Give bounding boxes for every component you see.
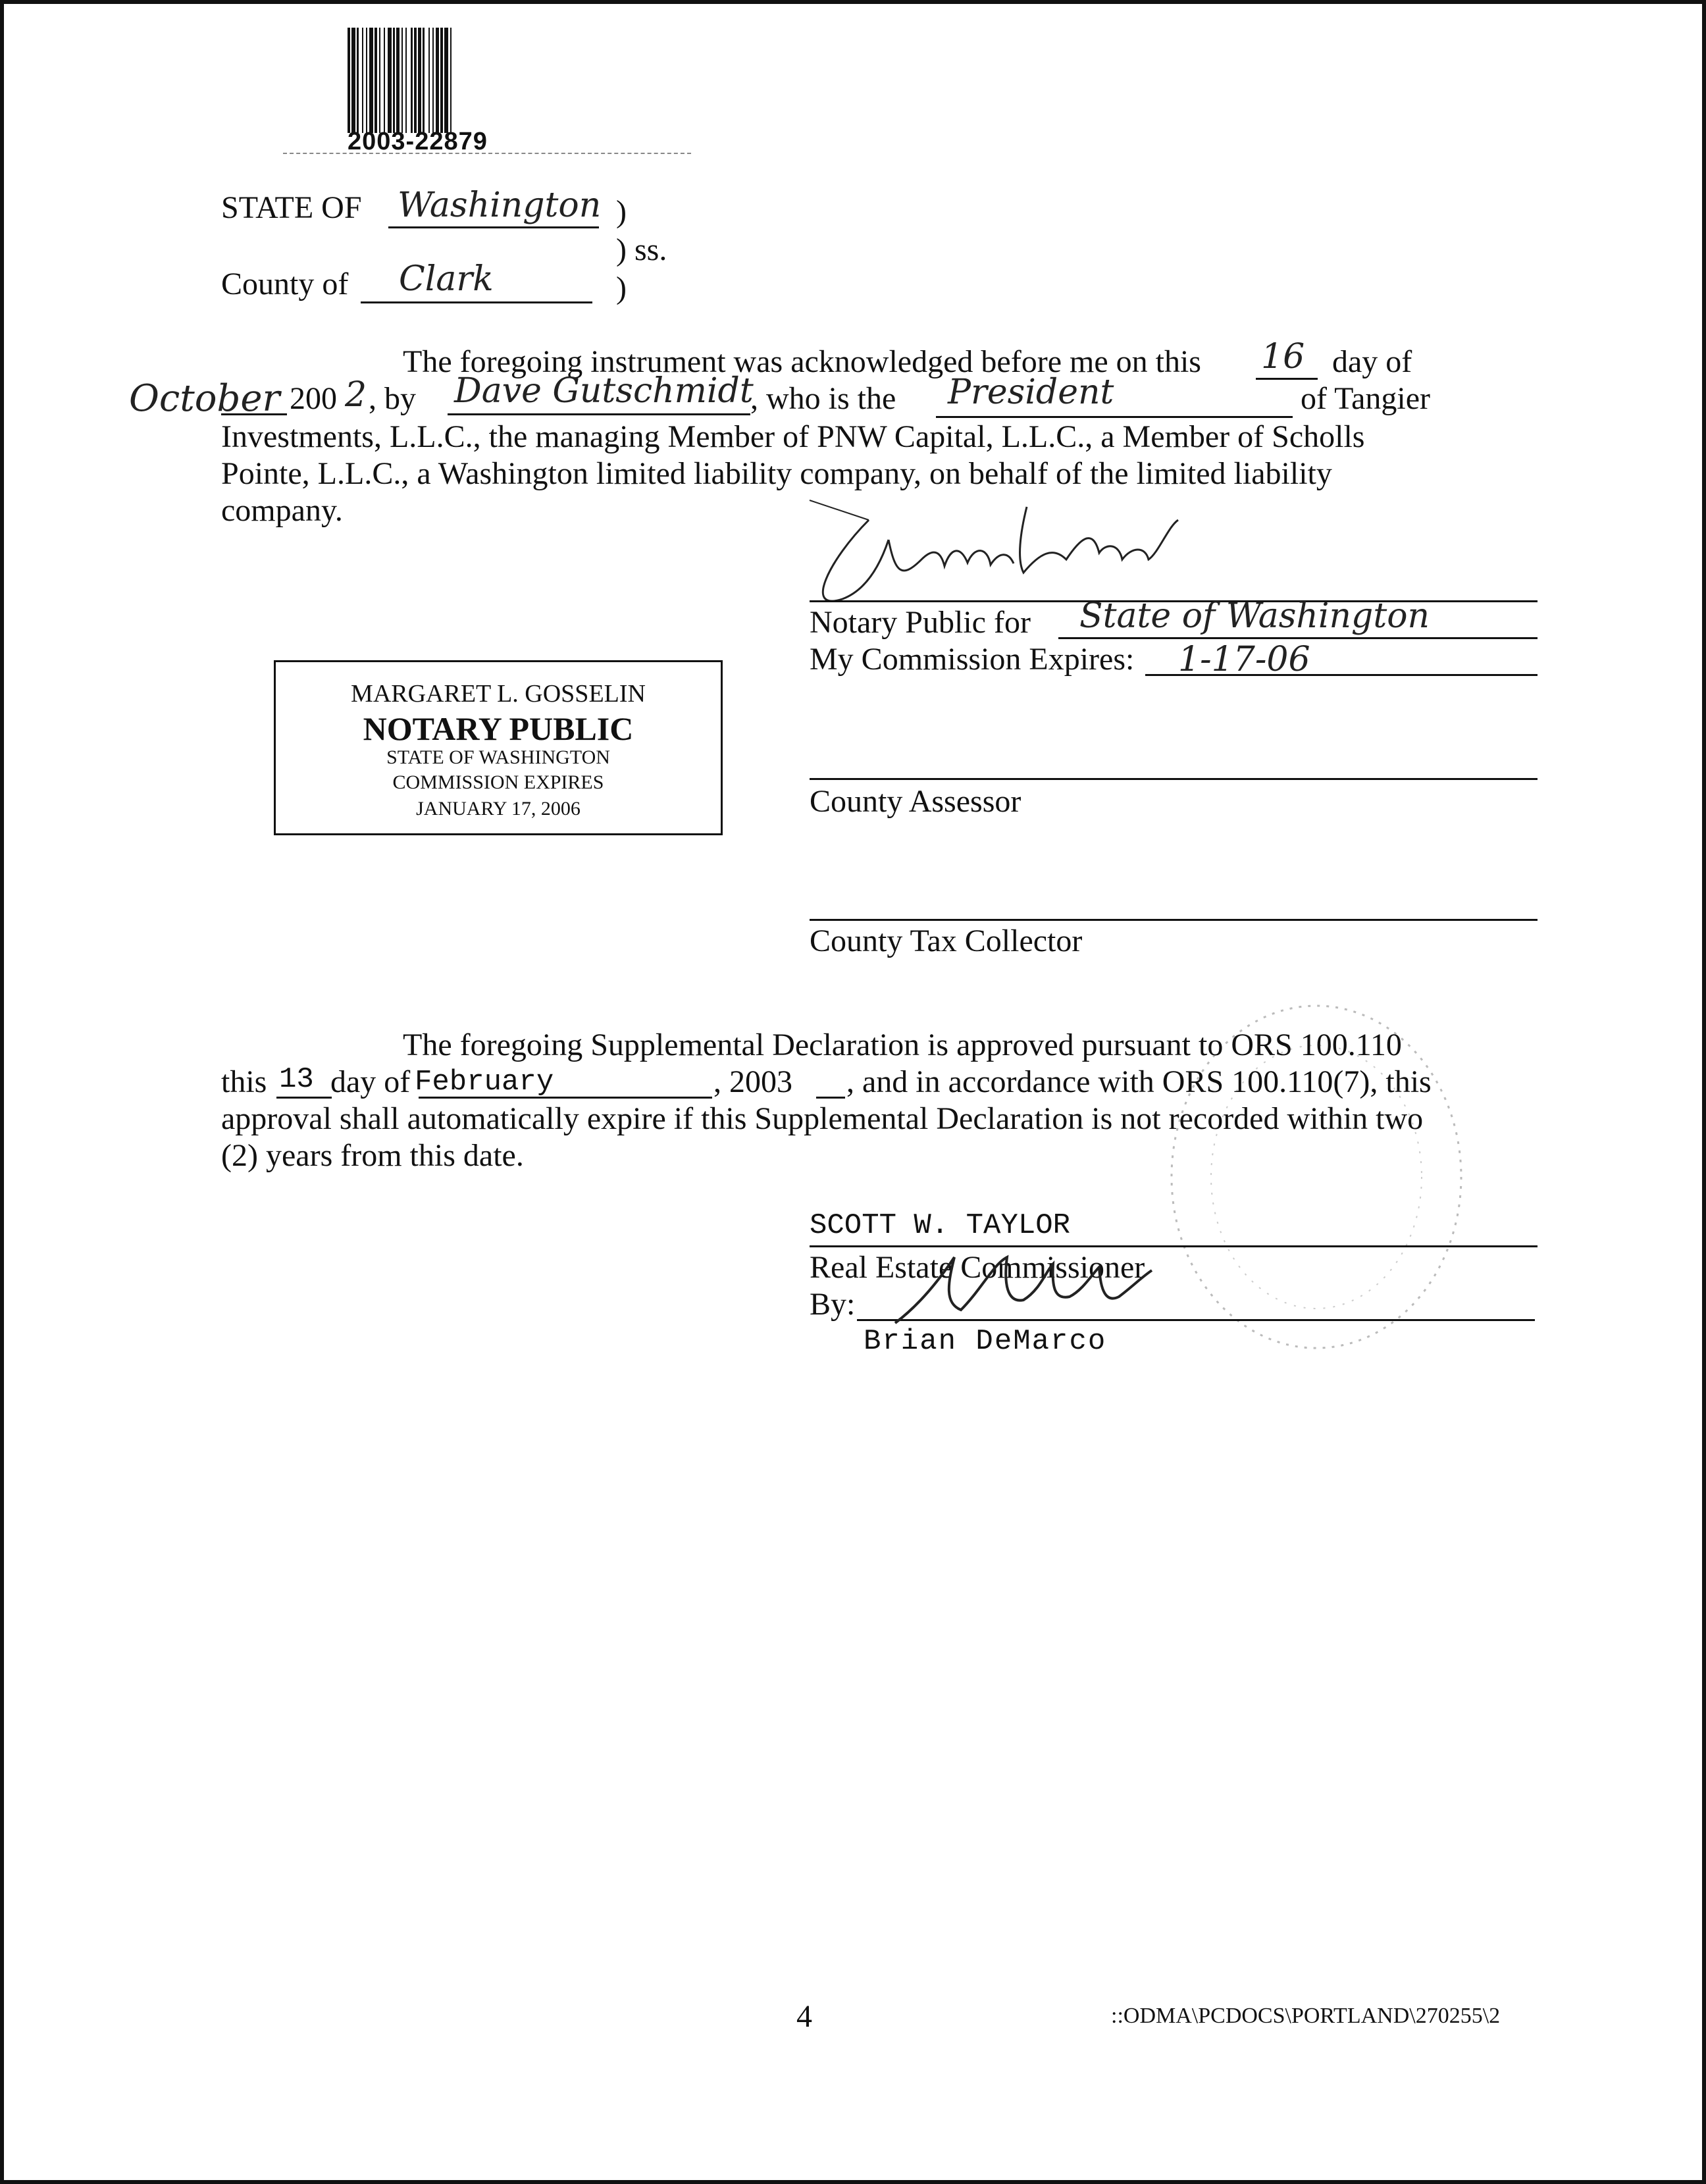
barcode-bar xyxy=(411,28,413,133)
barcode-bar xyxy=(418,28,421,133)
stamp-state: STATE OF WASHINGTON xyxy=(386,746,610,768)
approval-day-value: 13 xyxy=(279,1063,314,1096)
county-assessor-label: County Assessor xyxy=(810,784,1021,819)
barcode-bar xyxy=(375,28,377,133)
ack-title-line xyxy=(936,416,1293,418)
barcode-bar xyxy=(428,28,430,133)
ack-by: , by xyxy=(369,381,416,416)
barcode-bar xyxy=(436,28,439,133)
by-label: By: xyxy=(810,1287,856,1322)
stamp-name: MARGARET L. GOSSELIN xyxy=(351,680,646,708)
by-name: Brian DeMarco xyxy=(864,1325,1107,1358)
paren-3: ) xyxy=(616,271,627,305)
barcode-bar xyxy=(357,28,359,133)
notary-public-for-value: State of Washington xyxy=(1079,596,1430,636)
barcode-bar xyxy=(440,28,443,133)
approval-month-value: February xyxy=(415,1066,554,1099)
ack-signer-name: Dave Gutschmidt xyxy=(454,371,754,411)
barcode-bar xyxy=(388,28,392,133)
barcode-bar xyxy=(362,28,363,133)
notary-public-for-line xyxy=(1058,637,1538,639)
county-assessor-line xyxy=(810,778,1538,780)
commission-expires-value: 1-17-06 xyxy=(1178,640,1310,679)
ack-line3: Investments, L.L.C., the managing Member of PNW Capital, L.L.C., a Member of Scholls xyxy=(221,419,1365,454)
barcode-bar xyxy=(423,28,425,133)
county-tax-collector-label: County Tax Collector xyxy=(810,923,1083,958)
ack-signer-line xyxy=(448,413,750,415)
barcode-bar xyxy=(401,28,403,133)
state-line xyxy=(388,226,599,228)
ack-line1: The foregoing instrument was acknowledged before me on this xyxy=(403,344,1201,379)
approval-line4: (2) years from this date. xyxy=(221,1138,524,1173)
state-label: STATE OF xyxy=(221,190,362,225)
ack-line4: Pointe, L.L.C., a Washington limited liability company, on behalf of the limited liability xyxy=(221,456,1332,491)
barcode-bar xyxy=(348,28,350,133)
stamp-title: NOTARY PUBLIC xyxy=(363,710,634,747)
ack-month-value: October xyxy=(129,377,280,420)
approval-year-line xyxy=(816,1097,845,1099)
notary-stamp xyxy=(274,660,723,835)
county-label: County of xyxy=(221,267,349,301)
barcode-bar xyxy=(396,28,400,133)
approval-day-line xyxy=(276,1097,332,1099)
ack-title-value: President xyxy=(948,373,1114,412)
stamp-date: JANUARY 17, 2006 xyxy=(416,798,581,819)
barcode-bar xyxy=(379,28,380,133)
ack-day-value: 16 xyxy=(1261,337,1305,377)
doc-path: ::ODMA\PCDOCS\PORTLAND\270255\2 xyxy=(1111,2004,1501,2028)
barcode-bar xyxy=(405,28,407,133)
ack-year-prefix: 200 xyxy=(290,381,337,416)
ack-year-digit: 2 xyxy=(345,375,367,415)
ack-of-tangier: of Tangier xyxy=(1301,381,1431,416)
county-handwritten: Clark xyxy=(399,259,494,299)
barcode-number: 2003-22879 xyxy=(348,128,488,155)
barcode-bar xyxy=(414,28,417,133)
county-line xyxy=(361,301,592,303)
paren-1: ) xyxy=(616,194,627,229)
barcode-underline xyxy=(283,153,691,154)
ack-day-line xyxy=(1256,378,1318,380)
commissioner-name: SCOTT W. TAYLOR xyxy=(810,1209,1071,1242)
stamp-commission: COMMISSION EXPIRES xyxy=(392,771,604,793)
commissioner-title: Real Estate Commissioner xyxy=(810,1250,1145,1285)
barcode-bar xyxy=(351,28,355,133)
notary-public-for-label: Notary Public for xyxy=(810,605,1031,640)
state-handwritten: Washington xyxy=(398,186,602,225)
county-tax-collector-line xyxy=(810,919,1538,921)
approval-this: this xyxy=(221,1064,267,1099)
approval-line2-rest: , and in accordance with ORS 100.110(7), this xyxy=(846,1064,1432,1099)
page-number: 4 xyxy=(796,1999,812,2034)
barcode-bar xyxy=(384,28,385,133)
ack-month-line xyxy=(221,413,287,415)
ack-who-is-the: , who is the xyxy=(750,381,896,416)
barcode-bar xyxy=(369,28,373,133)
approval-line3: approval shall automatically expire if this Supplemental Declaration is not recorded within two xyxy=(221,1101,1424,1136)
barcode-bar xyxy=(444,28,448,133)
approval-year: , 2003 xyxy=(713,1064,792,1099)
ack-day-of: day of xyxy=(1332,344,1412,379)
approval-day-of: day of xyxy=(330,1064,411,1099)
paren-ss: ) ss. xyxy=(616,232,667,267)
commissioner-signature xyxy=(882,1237,1185,1336)
commission-expires-label: My Commission Expires: xyxy=(810,642,1135,677)
barcode-bar xyxy=(450,28,452,133)
barcode-bar xyxy=(366,28,367,133)
approval-line1: The foregoing Supplemental Declaration is approved pursuant to ORS 100.110 xyxy=(403,1027,1402,1062)
ack-line5: company. xyxy=(221,493,343,528)
barcode-bar xyxy=(393,28,395,133)
barcode xyxy=(348,28,646,133)
barcode-bar xyxy=(432,28,434,133)
